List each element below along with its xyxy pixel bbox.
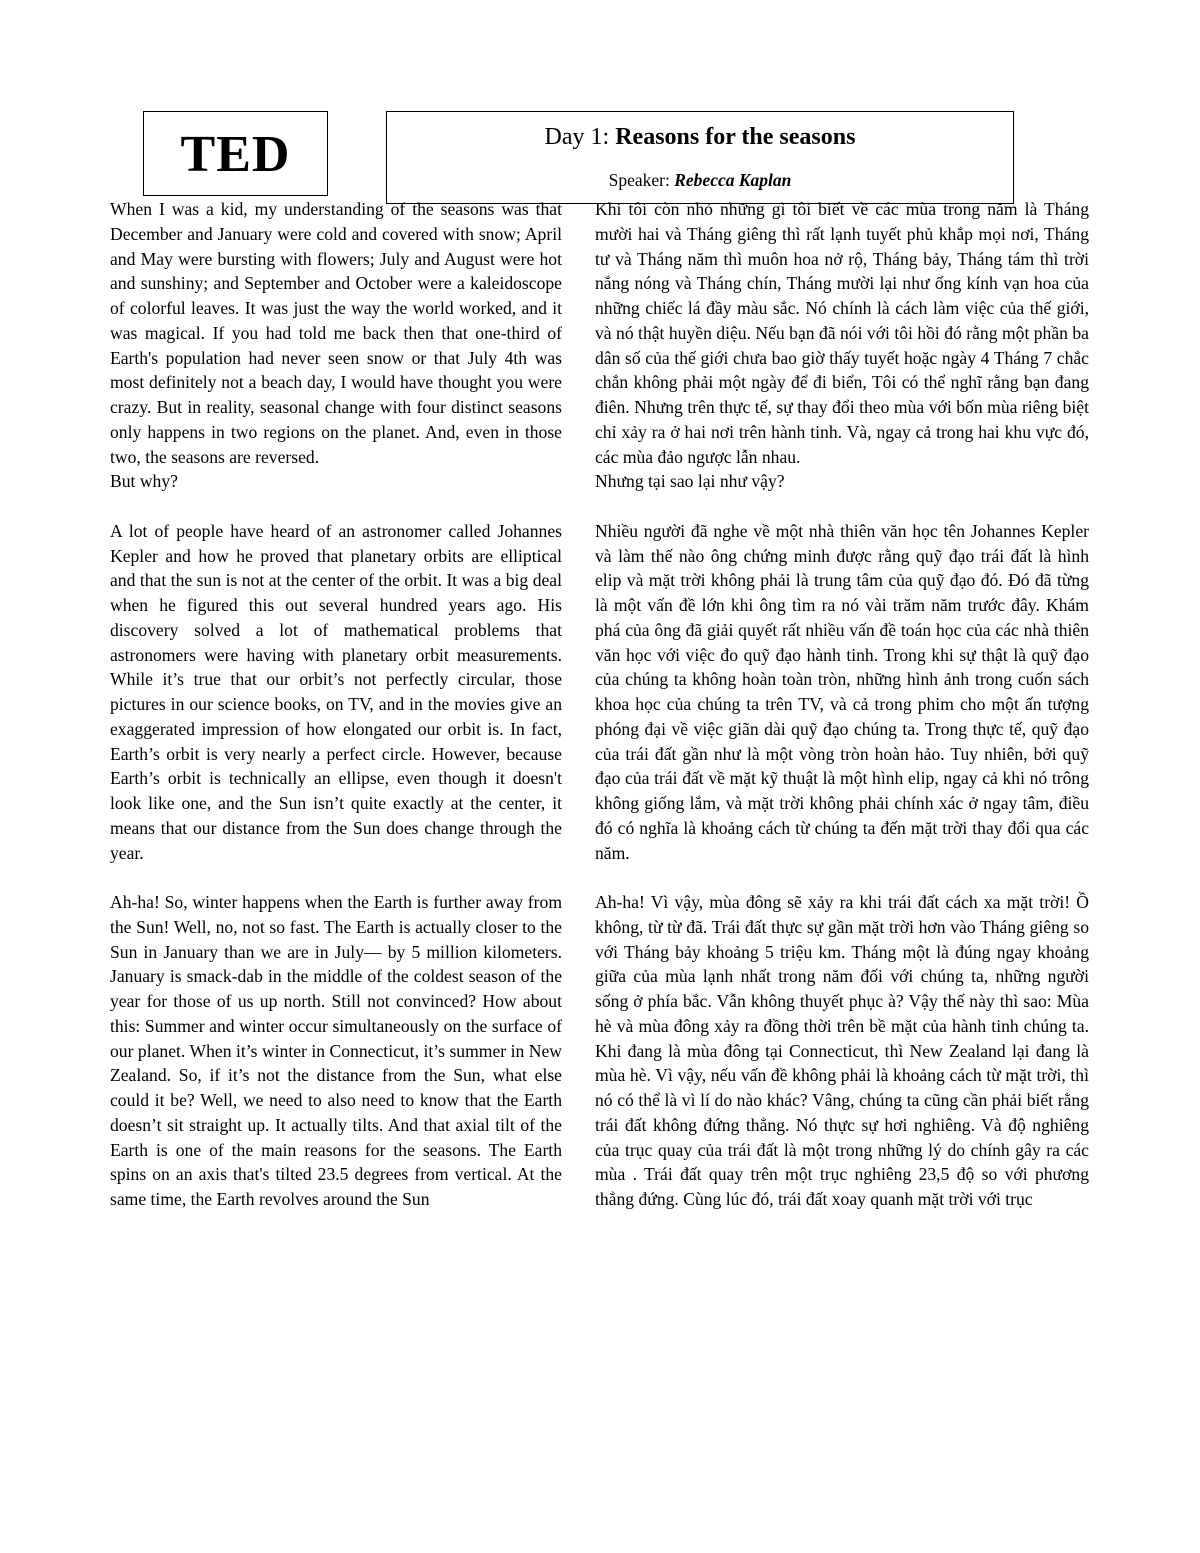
vietnamese-paragraph-2: Nhiều người đã nghe về một nhà thiên văn học tên Johannes Kepler và làm thế nào ông chứng minh được rằng quỹ đạo trái đất là hình elip và mặt trời không phải là trung tâm của quỹ đạo đó. Đó đã từng là một vấn đề lớn khi ông tìm ra nó vài trăm năm trước đây. Khám phá của ông đã giải quyết rất nhiều vấn đề toán học của các nhà thiên văn học với việc đo quỹ đạo hành tinh. Trong khi sự thật là quỹ đạo của chúng ta không hoàn toàn tròn, những hình ảnh trong cuốn sách khoa học của chúng ta trên TV, và cả trong phim cho một ấn tượng phóng đại về việc giãn dài quỹ đạo chúng ta. Trong thực tế, quỹ đạo của trái đất gần như là một vòng tròn hoàn hảo. Tuy nhiên, bởi quỹ đạo của trái đất về mặt kỹ thuật là một hình elip, ngay cả khi nó trông không giống lắm, và mặt trời không phải chính xác ở ngay tâm, điều đó có nghĩa là khoảng cách từ chúng ta đến mặt trời thay đổi qua các năm. [595, 520, 1089, 863]
english-question: But why? [110, 471, 178, 492]
english-paragraph-1: When I was a kid, my understanding of the seasons was that December and January were cold and covered with snow; April and May were bursting with flowers; July and August were hot and sunshiny; and September and October were a kaleidoscope of colorful leaves. It was just the way the world worked, and it was magical. If you had told me back then that one-third of Earth's population had never seen snow or that July 4th was most definitely not a beach day, I would have thought you were crazy. But in reality, seasonal change with four distinct seasons only happens in two regions on the planet. And, even in those two, the seasons are reversed. [110, 199, 562, 467]
logo-text: TED [180, 126, 291, 183]
title-box [386, 111, 1014, 204]
english-column [110, 197, 562, 1212]
title-main: Reasons for the seasons [615, 124, 856, 150]
english-paragraph-3: Ah-ha! So, winter happens when the Earth is further away from the Sun! Well, no, not so fast. The Earth is actually closer to the Sun in January than we are in July— by 5 million kilometers. January is smack-dab in the middle of the coldest season of the year for those of us up north. Still not convinced? How about this: Summer and winter occur simultaneously on the surface of our planet. When it’s winter in Connecticut, it’s summer in New Zealand. So, if it’s not the distance from the Sun, what else could it be? Well, we need to also need to know that the Earth doesn’t sit straight up. It actually tilts. And that axial tilt of the Earth is one of the main reasons for the seasons. The Earth spins on an axis that's tilted 23.5 degrees from vertical. At the same time, the Earth revolves around the Sun [110, 892, 562, 1209]
page-title [387, 124, 1013, 151]
vietnamese-paragraph-1: Khi tôi còn nhỏ những gì tôi biết về các mùa trong năm là Tháng mười hai và Tháng giêng thì rất lạnh tuyết phủ khắp mọi nơi, Tháng tư và Tháng năm thì muôn hoa nở rộ, Tháng bảy, Tháng tám thì trời nắng nóng và Tháng chín, Tháng mười lại như ống kính vạn hoa của những chiếc lá đầy màu sắc. Nó chính là cách làm việc của thế giới, và nó thật huyền diệu. Nếu bạn đã nói với tôi hồi đó rằng một phần ba dân số của thế giới chưa bao giờ thấy tuyết hoặc ngày 4 Tháng 7 chắc chắn không phải một ngày để đi biển, Tôi có thể nghĩ rằng bạn đang điên. Nhưng trên thực tế, sự thay đổi theo mùa với bốn mùa riêng biệt chỉ xảy ra ở hai nơi trên hành tinh. Và, ngay cả trong hai khu vực đó, các mùa đảo ngược lẫn nhau. [595, 199, 1089, 467]
speaker-line [387, 170, 1013, 191]
ted-logo [143, 111, 328, 196]
english-paragraph-2: A lot of people have heard of an astronomer called Johannes Kepler and how he proved that planetary orbits are elliptical and that the sun is not at the center of the orbit. It was a big deal when he figured this out several hundred years ago. His discovery solved a lot of mathematical problems that astronomers were having with planetary orbit measurements. While it’s true that our orbit’s not perfectly circular, those pictures in our science books, on TV, and in the movies give an exaggerated impression of how elongated our orbit is. In fact, Earth’s orbit is very nearly a perfect circle. However, because Earth’s orbit is technically an ellipse, even though it doesn't look like one, and the Sun isn’t quite exactly at the center, it means that our distance from the Sun does change through the year. [110, 520, 562, 863]
title-prefix: Day 1: [544, 124, 616, 150]
speaker-label: Speaker: [608, 170, 675, 190]
vietnamese-paragraph-3: Ah-ha! Vì vậy, mùa đông sẽ xảy ra khi trái đất cách xa mặt trời! Ồ không, từ từ đã. Trái đất thực sự gần mặt trời hơn vào Tháng giêng so với Tháng bảy khoảng 5 triệu km. Tháng một là đúng ngay khoảng giữa của mùa lạnh nhất trong năm đối với chúng ta, những người sống ở phía bắc. Vẫn không thuyết phục à? Vậy thế này thì sao: Mùa hè và mùa đông xảy ra đồng thời trên bề mặt của hành tinh chúng ta. Khi đang là mùa đông tại Connecticut, thì New Zealand lại đang là mùa hè. Vì vậy, nếu vấn đề không phải là khoảng cách từ mặt trời, thì nó có thể là vì lí do nào khác? Vâng, chúng ta cũng cần phải biết rằng trái đất không đứng thẳng. Nó thực sự hơi nghiêng. Và độ nghiêng của trục quay của trái đất là một trong những lý do chính gây ra các mùa . Trái đất quay trên một trục nghiêng 23,5 độ so với phương thẳng đứng. Cùng lúc đó, trái đất xoay quanh mặt trời với trục [595, 892, 1089, 1209]
speaker-name: Rebecca Kaplan [674, 170, 792, 190]
vietnamese-column [595, 197, 1089, 1212]
vietnamese-question: Nhưng tại sao lại như vậy? [595, 471, 785, 492]
